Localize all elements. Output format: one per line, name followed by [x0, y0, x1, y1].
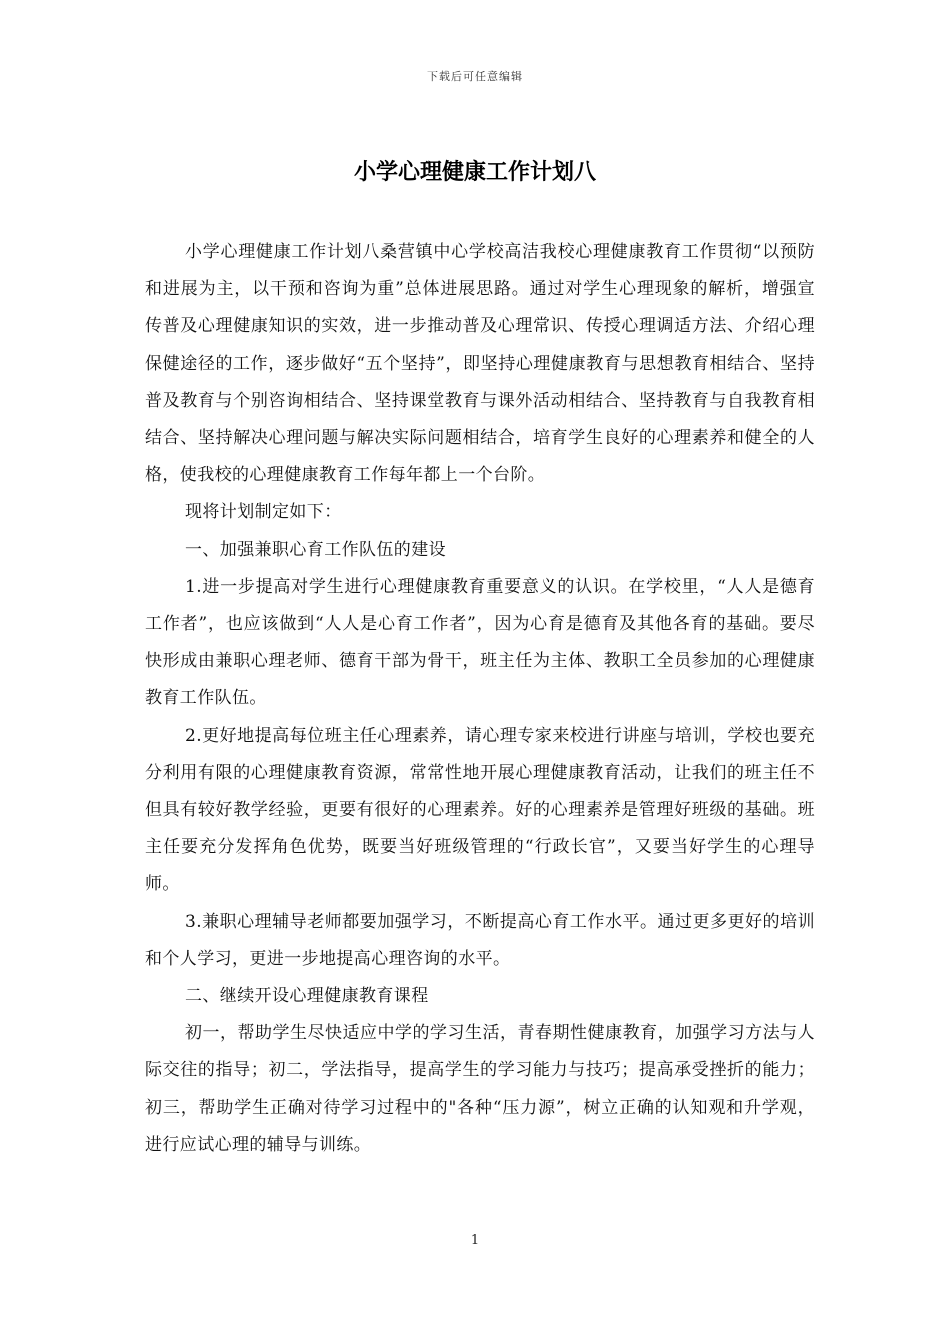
page-number: 1 — [470, 1233, 480, 1248]
paragraph-item-1: 1.进一步提高对学生进行心理健康教育重要意义的认识。在学校里，“人人是德育工作者”，也应该做到“人人是心育工作者”，因为心育是德育及其他各育的基础。要尽快形成由兼职心理老师、德育干部为骨干，班主任为主体、教职工全员参加的心理健康教育工作队伍。 — [145, 576, 815, 709]
page-header: 下载后可任意编辑 — [427, 70, 523, 83]
paragraph-intro: 小学心理健康工作计划八桑营镇中心学校高洁我校心理健康教育工作贯彻“以预防和进展为主，以干预和咨询为重”总体进展思路。通过对学生心理现象的解析，增强宣传普及心理健康知识的实效，进一步推动普及心理常识、传授心理调适方法、介绍心理保健途径的工作，逐步做好“五个坚持”，即坚持心理健康教育与思想教育相结合、坚持普及教育与个别咨询相结合、坚持课堂教育与课外活动相结合、坚持教育与自我教育相结合、坚持解决心理问题与解决实际问题相结合，培育学生良好的心理素养和健全的人格，使我校的心理健康教育工作每年都上一个台阶。 — [145, 242, 815, 486]
document-body — [145, 234, 815, 1164]
paragraph-plan-lead: 现将计划制定如下： — [185, 502, 342, 523]
section-heading-1: 一、加强兼职心育工作队伍的建设 — [185, 539, 446, 560]
paragraph-item-3: 3.兼职心理辅导老师都要加强学习，不断提高心育工作水平。通过更多更好的培训和个人学习，更进一步地提高心理咨询的水平。 — [145, 911, 815, 969]
document-title: 小学心理健康工作计划八 — [353, 160, 596, 185]
paragraph-item-2: 2.更好地提高每位班主任心理素养，请心理专家来校进行讲座与培训，学校也要充分利用有限的心理健康教育资源，常常性地开展心理健康教育活动，让我们的班主任不但具有较好教学经验，更要有很好的心理素养。好的心理素养是管理好班级的基础。班主任要充分发挥角色优势，既要当好班级管理的“行政长官”，又要当好学生的心理导师。 — [145, 725, 815, 895]
section-heading-2: 二、继续开设心理健康教育课程 — [185, 986, 429, 1007]
paragraph-grades: 初一，帮助学生尽快适应中学的学习生活，青春期性健康教育，加强学习方法与人际交往的指导；初二，学法指导，提高学生的学习能力与技巧；提高承受挫折的能力；初三，帮助学生正确对待学习过程中的"各种“压力源”，树立正确的认知观和升学观，进行应试心理的辅导与训练。 — [145, 1023, 815, 1155]
